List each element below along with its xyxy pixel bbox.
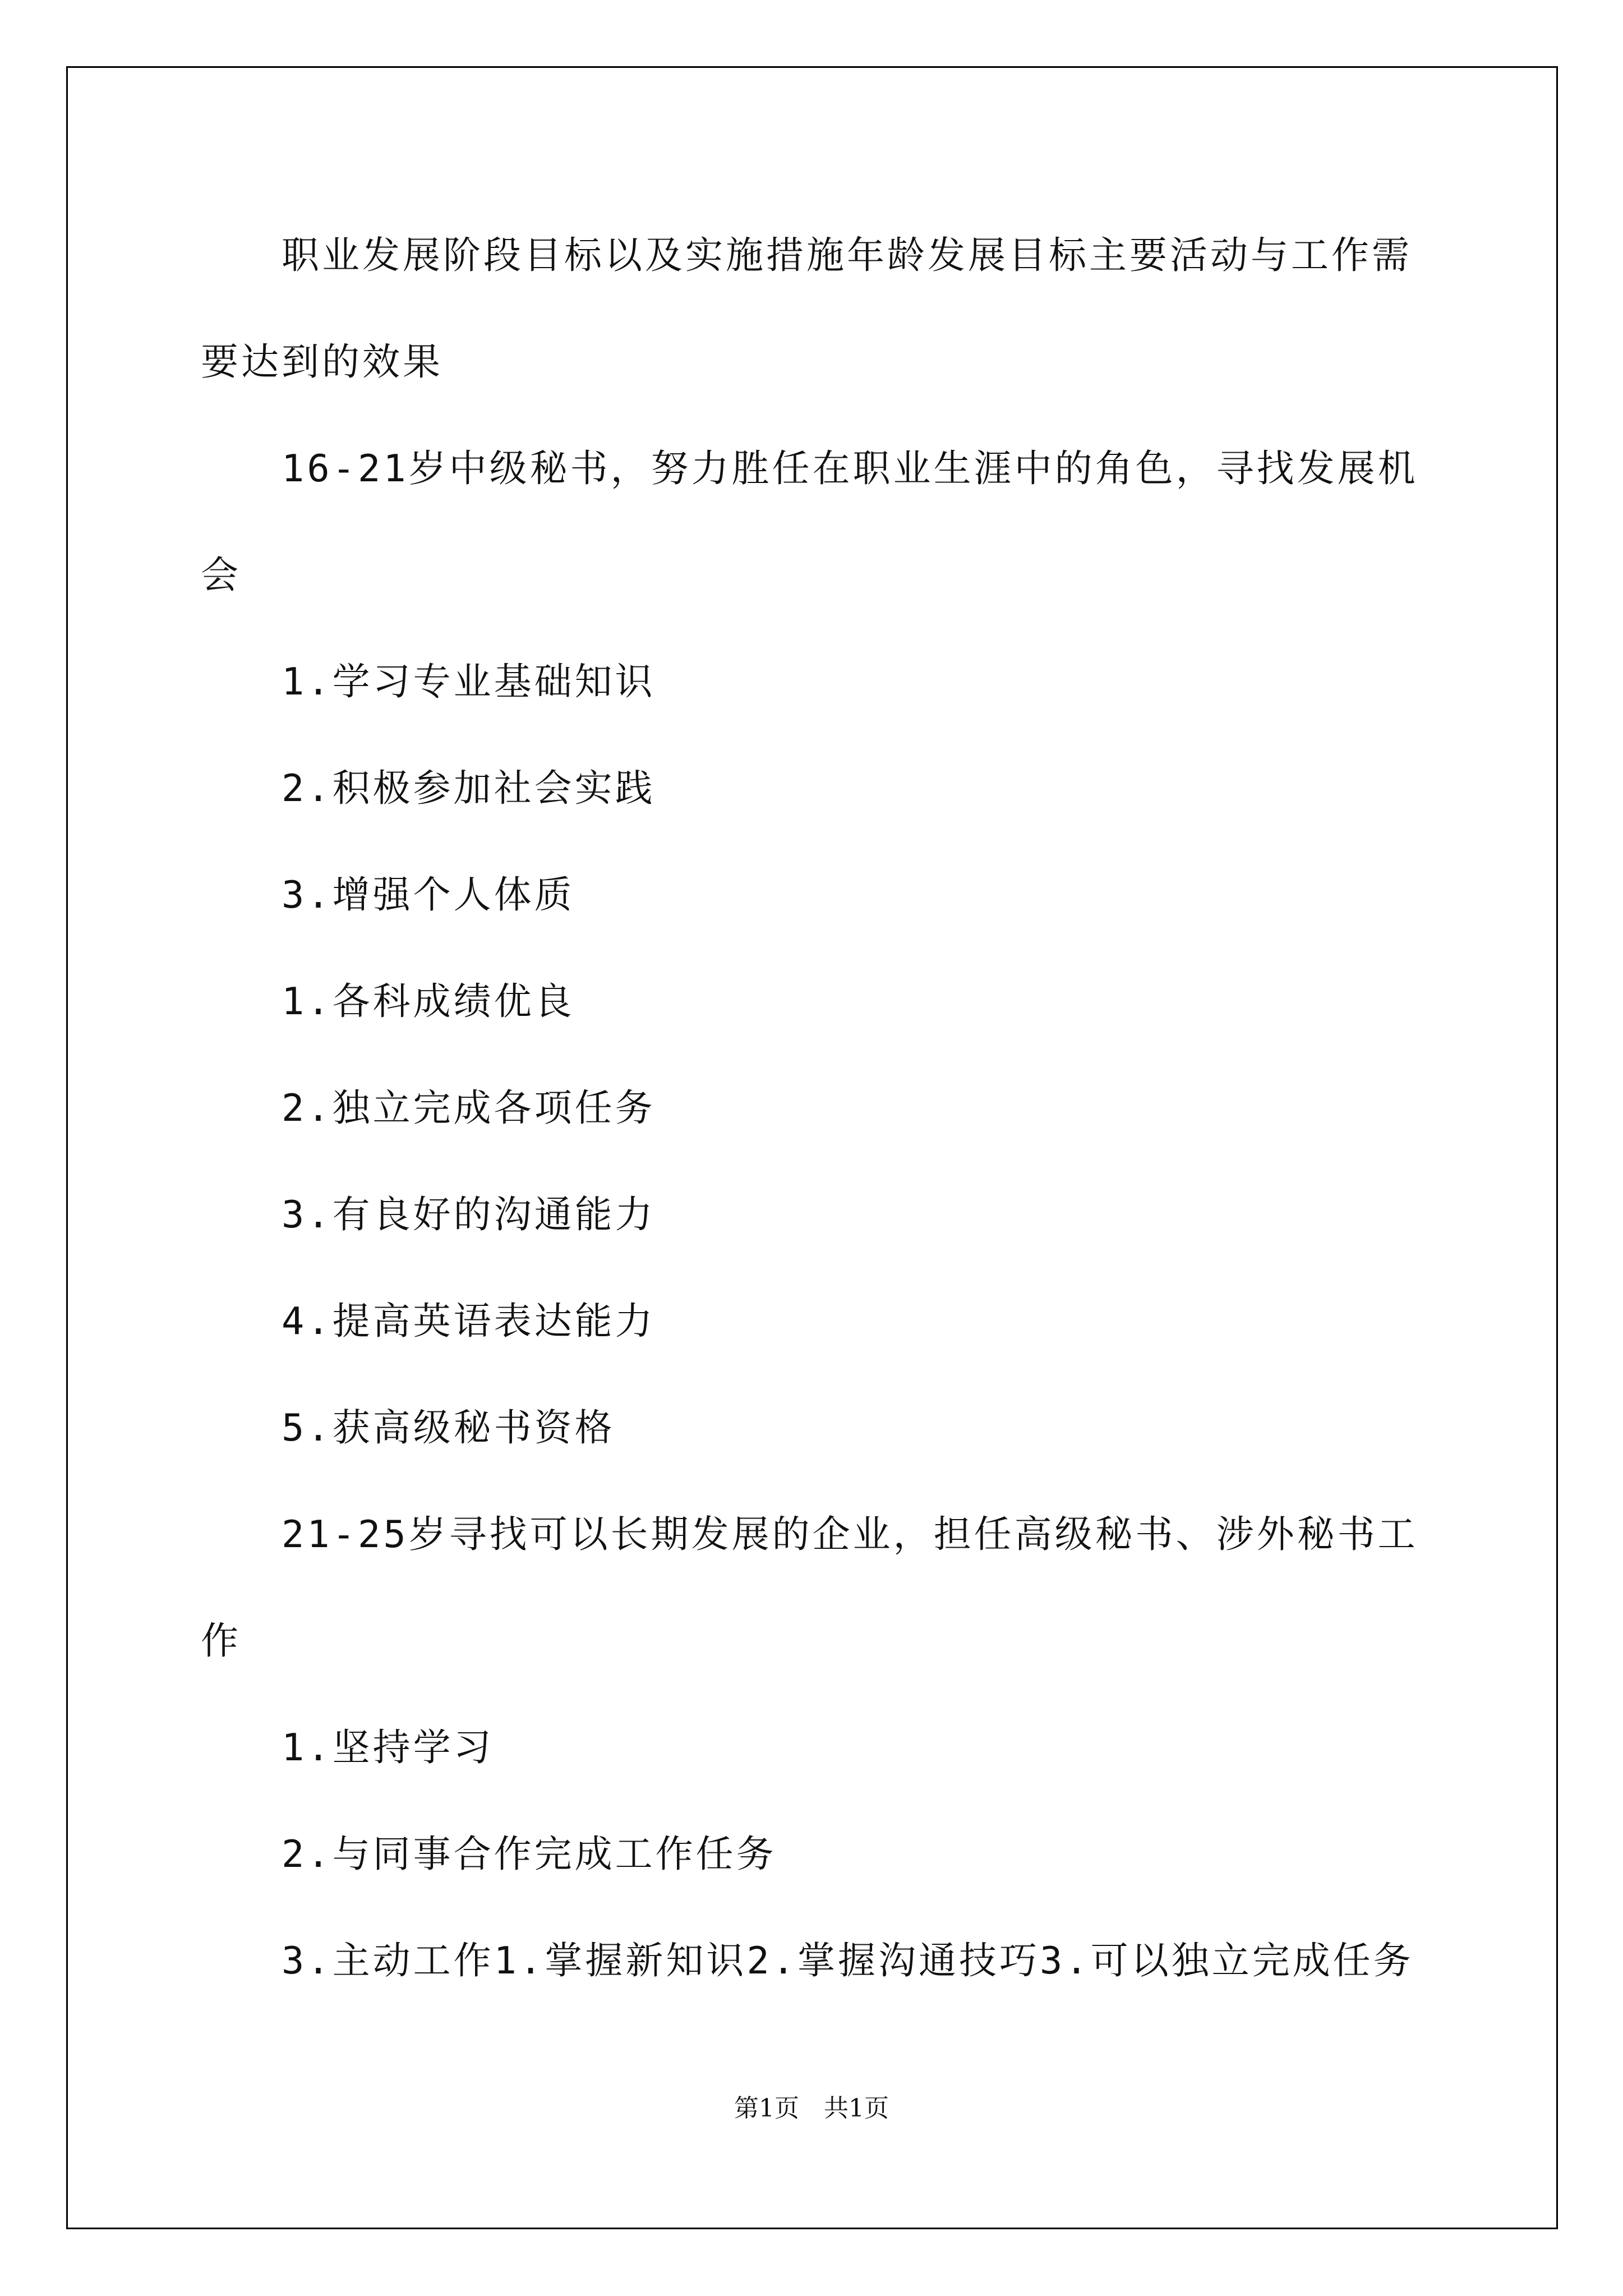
paragraph: 3.增强个人体质 — [282, 873, 575, 917]
paragraph: 16-21岁中级秘书，努力胜任在职业生涯中的角色，寻找发展机会 — [201, 447, 1418, 597]
paragraph: 1.坚持学习 — [282, 1726, 494, 1769]
paragraph: 职业发展阶段目标以及实施措施年龄发展目标主要活动与工作需要达到的效果 — [201, 233, 1412, 384]
paragraph: 2.独立完成各项任务 — [282, 1086, 656, 1130]
paragraph: 21-25岁寻找可以长期发展的企业，担任高级秘书、涉外秘书工作 — [201, 1512, 1418, 1663]
paragraph: 4.提高英语表达能力 — [282, 1299, 656, 1343]
page-footer: 第1页 共1页 — [734, 2094, 889, 2123]
document-body — [201, 202, 1429, 2014]
paragraph: 3.主动工作1.掌握新知识2.掌握沟通技巧3.可以独立完成任务 — [282, 1939, 1414, 1982]
paragraph: 2.积极参加社会实践 — [282, 766, 656, 810]
paragraph: 1.学习专业基础知识 — [282, 660, 656, 703]
paragraph: 1.各科成绩优良 — [282, 979, 575, 1023]
paragraph: 3.有良好的沟通能力 — [282, 1193, 656, 1236]
paragraph: 2.与同事合作完成工作任务 — [282, 1832, 777, 1876]
paragraph: 5.获高级秘书资格 — [282, 1406, 615, 1450]
